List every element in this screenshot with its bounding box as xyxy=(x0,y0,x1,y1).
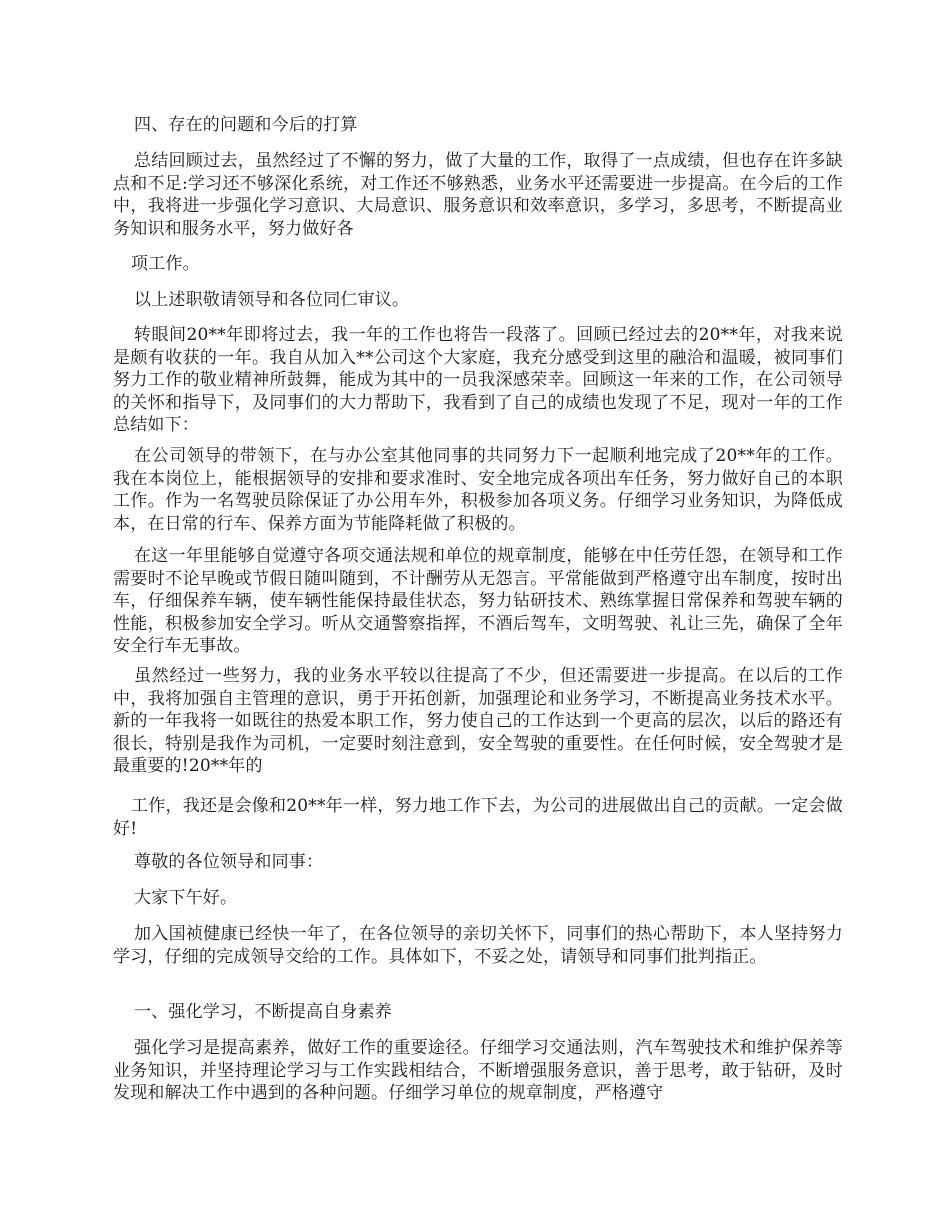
paragraph: 项工作。 xyxy=(131,254,200,274)
paragraph: 在公司领导的带领下，在与办公室其他同事的共同努力下一起顺利地完成了20**年的工作。我在本岗位上，能根据领导的安排和要求准时、安全地完成各项出车任务，努力做好自己的本职工作。作为一名驾驶员除保证了办公用车外，积极参加各项义务。仔细学习业务知识，为降低成本，在日常的行车、保养方面为节能降耗做了积极的。 xyxy=(113,446,843,534)
greeting: 大家下午好。 xyxy=(134,888,238,908)
paragraph: 虽然经过一些努力，我的业务水平较以往提高了不少，但还需要进一步提高。在以后的工作中，我将加强自主管理的意识，勇于开拓创新，加强理论和业务学习，不断提高业务技术水平。新的一年我将一如既往的热爱本职工作，努力使自己的工作达到一个更高的层次，以后的路还有很长，特别是我作为司机，一定要时刻注意到，安全驾驶的重要性。在任何时候，安全驾驶才是最重要的!20**年的 xyxy=(113,666,843,776)
paragraph: 强化学习是提高素养，做好工作的重要途径。仔细学习交通法则，汽车驾驶技术和维护保养等业务知识，并坚持理论学习与工作实践相结合，不断增强服务意识，善于思考，敢于钻研，及时发现和解决工作中遇到的各种问题。仔细学习单位的规章制度，严格遵守 xyxy=(113,1038,843,1103)
paragraph: 工作，我还是会像和20**年一样，努力地工作下去，为公司的进展做出自己的贡献。一定会做好! xyxy=(113,796,843,839)
paragraph: 总结回顾过去，虽然经过了不懈的努力，做了大量的工作，取得了一点成绩，但也存在许多缺点和不足:学习还不够深化系统，对工作还不够熟悉，业务水平还需要进一步提高。在今后的工作中，我将进一步强化学习意识、大局意识、服务意识和效率意识，多学习，多思考，不断提高业务知识和服务水平，努力做好各 xyxy=(113,151,843,239)
paragraph: 加入国祯健康已经快一年了，在各位领导的亲切关怀下，同事们的热心帮助下，本人坚持努力学习，仔细的完成领导交给的工作。具体如下，不妥之处，请领导和同事们批判指正。 xyxy=(113,924,843,967)
salutation: 尊敬的各位领导和同事： xyxy=(134,852,324,872)
paragraph: 在这一年里能够自觉遵守各项交通法规和单位的规章制度，能够在中任劳任怨，在领导和工作需要时不论早晚或节假日随叫随到，不计酬劳从无怨言。平常能做到严格遵守出车制度，按时出车，仔细保养车辆，使车辆性能保持最佳状态，努力钻研技术、熟练掌握日常保养和驾驶车辆的性能，积极参加安全学习。听从交通警察指挥，不酒后驾车，文明驾驶、礼让三先，确保了全年安全行车无事故。 xyxy=(113,546,843,656)
paragraph: 以上述职敬请领导和各位同仁审议。 xyxy=(134,290,410,310)
paragraph: 转眼间20**年即将过去，我一年的工作也将告一段落了。回顾已经过去的20**年，对我来说是颇有收获的一年。我自从加入**公司这个大家庭，我充分感受到这里的融洽和温暖，被同事们努力工作的敬业精神所鼓舞，能成为其中的一员我深感荣幸。回顾这一年来的工作，在公司领导的关怀和指导下，及同事们的大力帮助下，我看到了自己的成绩也发现了不足，现对一年的工作总结如下： xyxy=(113,325,843,435)
section-heading-4: 四、存在的问题和今后的打算 xyxy=(134,115,358,135)
section-heading-1: 一、强化学习，不断提高自身素养 xyxy=(134,1002,392,1022)
